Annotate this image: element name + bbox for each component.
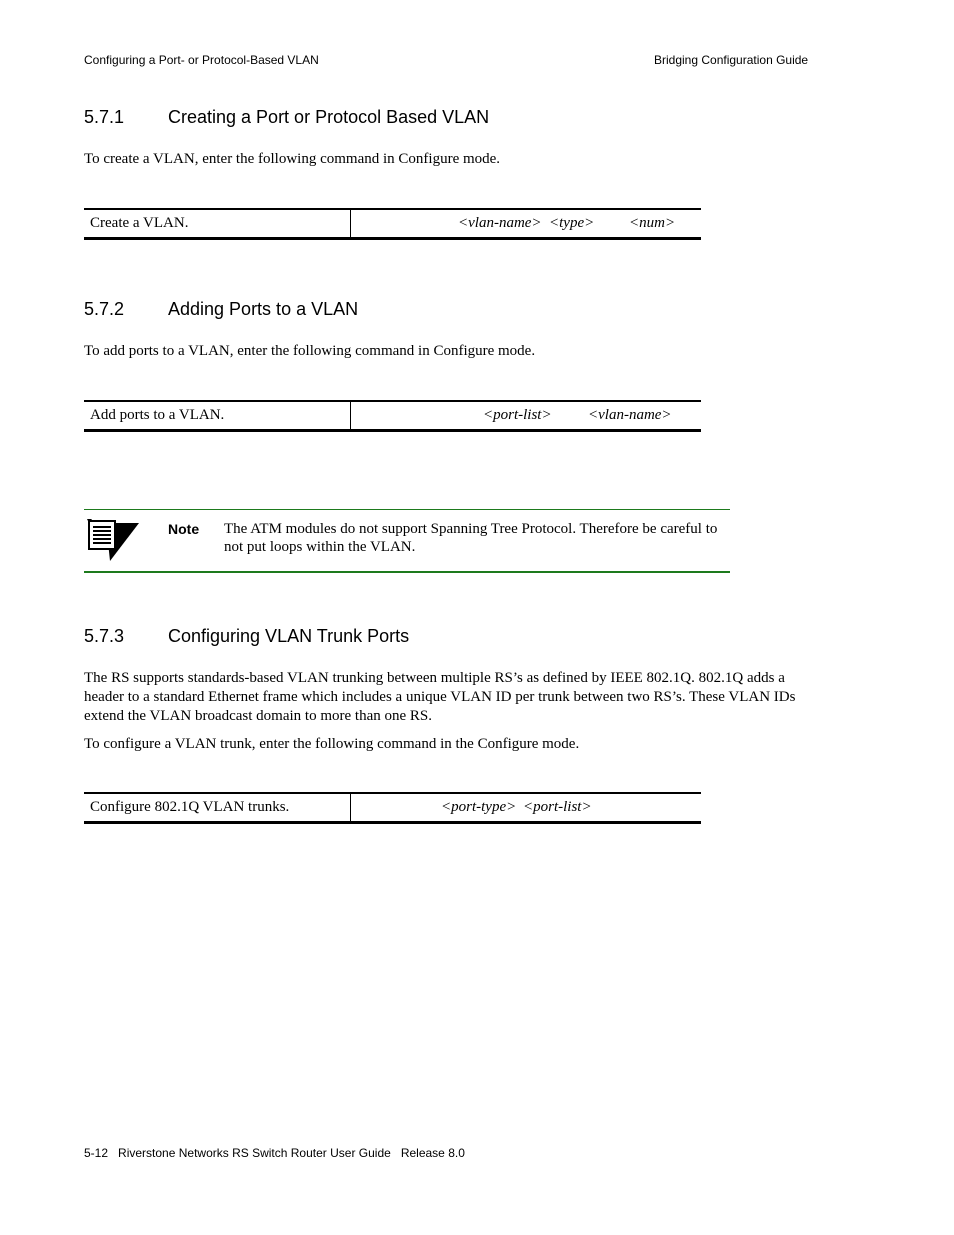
- section-paragraph: The RS supports standards-based VLAN trunking between multiple RS’s as defined by IEEE 802.1Q. 802.1Q adds a header to a standard Ethernet frame which includes a unique VLAN ID per trunk between two RS’s. These VLAN IDs extend the VLAN broadcast domain to more than one RS.: [84, 670, 796, 724]
- command-table-add-ports: [84, 400, 701, 432]
- command-arg-port-list: <port-list>: [483, 407, 552, 423]
- section-title: Creating a Port or Protocol Based VLAN: [168, 107, 490, 127]
- note-label: Note: [168, 521, 200, 537]
- note-pad-icon: [86, 519, 140, 568]
- footer-release: Release 8.0: [400, 1146, 465, 1160]
- section-title: Adding Ports to a VLAN: [168, 299, 359, 319]
- command-description: Create a VLAN.: [90, 215, 189, 231]
- command-arg-port-list: <port-list>: [523, 799, 592, 815]
- note-text: The ATM modules do not support Spanning Tree Protocol. Therefore be careful to not put loops within the VLAN.: [224, 521, 718, 555]
- section-heading-5-7-3: [84, 626, 409, 647]
- command-arg-num: <num>: [629, 215, 676, 231]
- section-title: Configuring VLAN Trunk Ports: [168, 626, 410, 646]
- running-header-guide: Bridging Configuration Guide: [654, 53, 809, 67]
- command-arg-type: <type>: [549, 215, 595, 231]
- command-arg-port-type: <port-type>: [441, 799, 517, 815]
- column-divider: [350, 402, 351, 429]
- footer-page-number: 5-12: [84, 1146, 109, 1160]
- section-intro: To add ports to a VLAN, enter the following command in Configure mode.: [84, 343, 536, 359]
- footer-guide-title: Riverstone Networks RS Switch Router User Guide: [118, 1146, 391, 1160]
- command-arg-vlan-name: <vlan-name>: [458, 215, 542, 231]
- section-number: 5.7.2: [84, 299, 125, 319]
- section-heading-5-7-2: [84, 299, 358, 320]
- column-divider: [350, 794, 351, 821]
- command-table-create-vlan: [84, 208, 701, 240]
- section-heading-5-7-1: [84, 107, 489, 128]
- command-description: Configure 802.1Q VLAN trunks.: [90, 799, 290, 815]
- command-arg-vlan-name: <vlan-name>: [588, 407, 672, 423]
- section-paragraph: To configure a VLAN trunk, enter the following command in the Configure mode.: [84, 736, 580, 752]
- note-callout: [84, 509, 730, 573]
- section-number: 5.7.3: [84, 626, 125, 646]
- page-footer: [84, 1146, 465, 1160]
- running-header-chapter: Configuring a Port- or Protocol-Based VLAN: [84, 53, 319, 67]
- command-description: Add ports to a VLAN.: [90, 407, 225, 423]
- section-intro: To create a VLAN, enter the following command in Configure mode.: [84, 151, 501, 167]
- command-table-vlan-trunk: [84, 792, 701, 824]
- section-number: 5.7.1: [84, 107, 125, 127]
- column-divider: [350, 210, 351, 237]
